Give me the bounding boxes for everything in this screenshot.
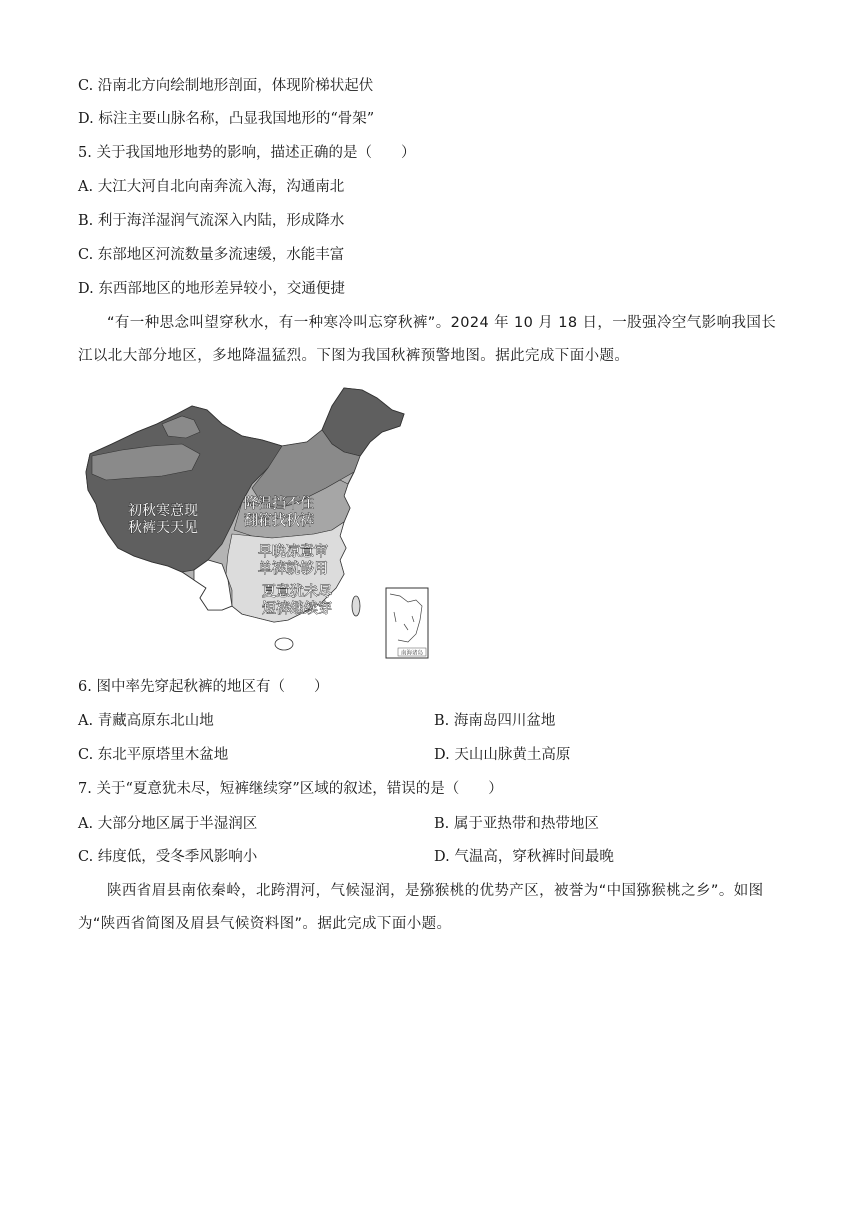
- zone1-label-line2: 秋裤天天见: [128, 520, 198, 536]
- q7-option-b: B. 属于亚热带和热带地区: [434, 816, 599, 832]
- zone4-label-line2: 短裤继续穿: [262, 601, 332, 617]
- zone1-label-line1: 初秋寒意现: [128, 503, 198, 519]
- q7-option-d: D. 气温高，穿秋裤时间最晚: [434, 849, 614, 865]
- zone4-label-line1: 夏意犹未尽: [262, 584, 332, 600]
- map-svg: [82, 384, 432, 664]
- zone3-label-line1: 早晚凉意审: [258, 544, 328, 560]
- zone2-label-line1: 降温挡不住: [244, 496, 314, 512]
- q6-option-a: A. 青藏高原东北山地: [78, 713, 214, 729]
- inset-label: 南海诸岛: [400, 650, 424, 657]
- q5-option-d: D. 东西部地区的地形差异较小，交通便捷: [78, 281, 345, 297]
- zone2-label-line2: 翻箱找秋裤: [244, 513, 314, 529]
- q7-stem: 7. 关于“夏意犹未尽，短裤继续穿”区域的叙述，错误的是（ ）: [78, 781, 503, 797]
- inset-frame: [386, 588, 428, 658]
- autumn-pants-warning-map: [82, 384, 432, 664]
- q7-option-a: A. 大部分地区属于半湿润区: [78, 816, 258, 832]
- q4-option-d: D. 标注主要山脉名称，凸显我国地形的“骨架”: [78, 111, 375, 127]
- q6-stem: 6. 图中率先穿起秋裤的地区有（ ）: [78, 679, 329, 695]
- q5-option-c: C. 东部地区河流数量多流速缓，水能丰富: [78, 247, 345, 263]
- q5-option-b: B. 利于海洋湿润气流深入内陆，形成降水: [78, 213, 345, 229]
- q5-option-a: A. 大江大河自北向南奔流入海，沟通南北: [78, 179, 345, 195]
- q6-option-d: D. 天山山脉黄土高原: [434, 747, 571, 763]
- q7-option-c: C. 纬度低，受冬季风影响小: [78, 849, 258, 865]
- q6-option-b: B. 海南岛四川盆地: [434, 713, 556, 729]
- zone3-label-line2: 单裤就够用: [258, 561, 328, 577]
- hainan-island: [275, 638, 293, 650]
- passage-autumn-pants: “有一种思念叫望穿秋水，有一种寒冷叫忘穿秋裤”。2024 年 10 月 18 日，一股强冷空气影响我国长江以北大部分地区，多地降温猛烈。下图为我国秋裤预警地图。据此完成下面小题。: [78, 315, 777, 364]
- taiwan-island: [352, 596, 360, 616]
- q5-stem: 5. 关于我国地形地势的影响，描述正确的是（ ）: [78, 145, 416, 161]
- q4-option-c: C. 沿南北方向绘制地形剖面，体现阶梯状起伏: [78, 78, 374, 94]
- q6-option-c: C. 东北平原塔里木盆地: [78, 747, 229, 763]
- passage-kiwifruit: 陕西省眉县南依秦岭，北跨渭河，气候湿润，是猕猴桃的优势产区，被誉为“中国猕猴桃之乡”。如图为“陕西省简图及眉县气候资料图”。据此完成下面小题。: [78, 883, 764, 932]
